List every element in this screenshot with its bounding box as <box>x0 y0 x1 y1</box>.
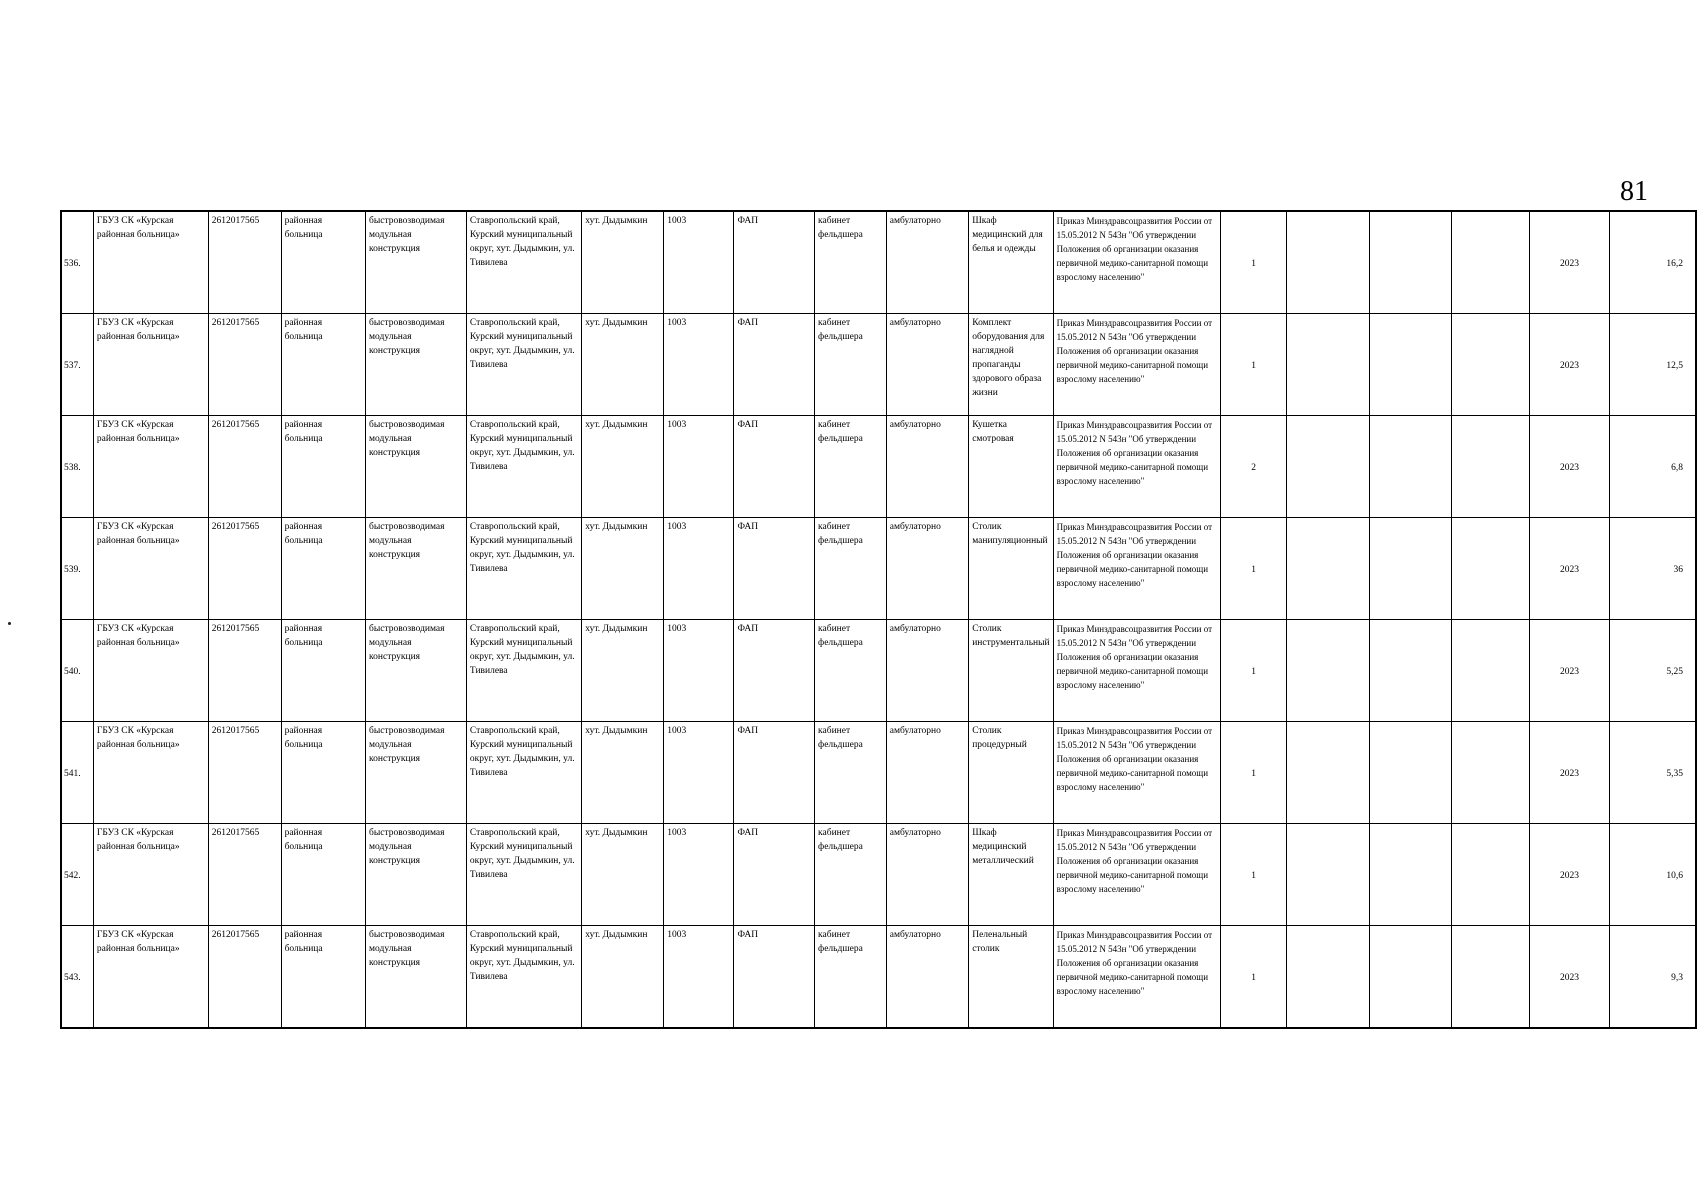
empty-cell <box>1287 518 1369 620</box>
room-cell: кабинет фельдшера <box>815 926 887 1029</box>
page-number: 81 <box>1620 176 1648 207</box>
row-number: 538. <box>61 416 93 518</box>
register-body <box>61 211 1696 1028</box>
empty-cell <box>1287 620 1369 722</box>
empty-cell <box>1287 926 1369 1029</box>
care-form-cell: амбулаторно <box>886 620 968 722</box>
table-row <box>61 824 1696 926</box>
settlement-cell: хут. Дыдымкин <box>582 620 664 722</box>
address-cell: Ставропольский край, Курский муниципальный округ, хут. Дыдымкин, ул. Тивилева <box>466 211 581 314</box>
settlement-cell: хут. Дыдымкин <box>582 416 664 518</box>
building-type-cell: быстровозводимая модульная конструкция <box>366 926 467 1029</box>
year-cell: 2023 <box>1530 824 1610 926</box>
inn-cell: 2612017565 <box>208 211 281 314</box>
building-type-cell: быстровозводимая модульная конструкция <box>366 314 467 416</box>
unit-type-cell: ФАП <box>734 211 815 314</box>
unit-type-cell: ФАП <box>734 416 815 518</box>
legal-basis-cell: Приказ Минздравсоцразвития России от 15.05.2012 N 543н "Об утверждении Положения об организации оказания первичной медико-санитарной помощи взрослому населению" <box>1053 824 1220 926</box>
unit-type-cell: ФАП <box>734 518 815 620</box>
care-form-cell: амбулаторно <box>886 518 968 620</box>
amount-cell: 6,8 <box>1609 416 1696 518</box>
building-type-cell: быстровозводимая модульная конструкция <box>366 211 467 314</box>
table-row <box>61 722 1696 824</box>
building-type-cell: быстровозводимая модульная конструкция <box>366 722 467 824</box>
address-cell: Ставропольский край, Курский муниципальный округ, хут. Дыдымкин, ул. Тивилева <box>466 926 581 1029</box>
year-cell: 2023 <box>1530 211 1610 314</box>
year-cell: 2023 <box>1530 518 1610 620</box>
empty-cell <box>1369 824 1451 926</box>
row-number: 536. <box>61 211 93 314</box>
address-cell: Ставропольский край, Курский муниципальный округ, хут. Дыдымкин, ул. Тивилева <box>466 620 581 722</box>
settlement-cell: хут. Дыдымкин <box>582 314 664 416</box>
empty-cell <box>1451 926 1529 1029</box>
amount-cell: 5,35 <box>1609 722 1696 824</box>
table-row <box>61 314 1696 416</box>
amount-cell: 9,3 <box>1609 926 1696 1029</box>
care-form-cell: амбулаторно <box>886 926 968 1029</box>
empty-cell <box>1369 926 1451 1029</box>
amount-cell: 16,2 <box>1609 211 1696 314</box>
institution-type-cell: районная больница <box>281 211 365 314</box>
quantity-cell: 2 <box>1220 416 1287 518</box>
population-cell: 1003 <box>664 926 734 1029</box>
legal-basis-cell: Приказ Минздравсоцразвития России от 15.05.2012 N 543н "Об утверждении Положения об организации оказания первичной медико-санитарной помощи взрослому населению" <box>1053 211 1220 314</box>
year-cell: 2023 <box>1530 314 1610 416</box>
amount-cell: 5,25 <box>1609 620 1696 722</box>
empty-cell <box>1287 211 1369 314</box>
equipment-item-cell: Столик манипуляционный <box>969 518 1053 620</box>
row-number: 541. <box>61 722 93 824</box>
care-form-cell: амбулаторно <box>886 416 968 518</box>
room-cell: кабинет фельдшера <box>815 314 887 416</box>
population-cell: 1003 <box>664 824 734 926</box>
empty-cell <box>1287 722 1369 824</box>
quantity-cell: 1 <box>1220 211 1287 314</box>
building-type-cell: быстровозводимая модульная конструкция <box>366 416 467 518</box>
quantity-cell: 1 <box>1220 824 1287 926</box>
empty-cell <box>1287 314 1369 416</box>
organization-cell: ГБУЗ СК «Курская районная больница» <box>93 824 208 926</box>
unit-type-cell: ФАП <box>734 620 815 722</box>
inn-cell: 2612017565 <box>208 926 281 1029</box>
unit-type-cell: ФАП <box>734 926 815 1029</box>
settlement-cell: хут. Дыдымкин <box>582 211 664 314</box>
empty-cell <box>1369 620 1451 722</box>
settlement-cell: хут. Дыдымкин <box>582 824 664 926</box>
population-cell: 1003 <box>664 722 734 824</box>
row-number: 543. <box>61 926 93 1029</box>
year-cell: 2023 <box>1530 926 1610 1029</box>
amount-cell: 10,6 <box>1609 824 1696 926</box>
unit-type-cell: ФАП <box>734 314 815 416</box>
quantity-cell: 1 <box>1220 722 1287 824</box>
room-cell: кабинет фельдшера <box>815 416 887 518</box>
empty-cell <box>1369 211 1451 314</box>
inn-cell: 2612017565 <box>208 620 281 722</box>
equipment-item-cell: Шкаф медицинский металлический <box>969 824 1053 926</box>
empty-cell <box>1451 824 1529 926</box>
institution-type-cell: районная больница <box>281 518 365 620</box>
inn-cell: 2612017565 <box>208 722 281 824</box>
empty-cell <box>1451 211 1529 314</box>
equipment-item-cell: Пеленальный столик <box>969 926 1053 1029</box>
inn-cell: 2612017565 <box>208 416 281 518</box>
amount-cell: 12,5 <box>1609 314 1696 416</box>
legal-basis-cell: Приказ Минздравсоцразвития России от 15.05.2012 N 543н "Об утверждении Положения об организации оказания первичной медико-санитарной помощи взрослому населению" <box>1053 314 1220 416</box>
address-cell: Ставропольский край, Курский муниципальный округ, хут. Дыдымкин, ул. Тивилева <box>466 518 581 620</box>
quantity-cell: 1 <box>1220 926 1287 1029</box>
table-row <box>61 416 1696 518</box>
empty-cell <box>1451 620 1529 722</box>
address-cell: Ставропольский край, Курский муниципальный округ, хут. Дыдымкин, ул. Тивилева <box>466 824 581 926</box>
institution-type-cell: районная больница <box>281 314 365 416</box>
institution-type-cell: районная больница <box>281 620 365 722</box>
settlement-cell: хут. Дыдымкин <box>582 722 664 824</box>
legal-basis-cell: Приказ Минздравсоцразвития России от 15.05.2012 N 543н "Об утверждении Положения об организации оказания первичной медико-санитарной помощи взрослому населению" <box>1053 416 1220 518</box>
equipment-item-cell: Комплект оборудования для наглядной пропаганды здорового образа жизни <box>969 314 1053 416</box>
room-cell: кабинет фельдшера <box>815 518 887 620</box>
quantity-cell: 1 <box>1220 314 1287 416</box>
row-number: 542. <box>61 824 93 926</box>
population-cell: 1003 <box>664 211 734 314</box>
population-cell: 1003 <box>664 518 734 620</box>
year-cell: 2023 <box>1530 620 1610 722</box>
amount-cell: 36 <box>1609 518 1696 620</box>
care-form-cell: амбулаторно <box>886 722 968 824</box>
row-number: 539. <box>61 518 93 620</box>
equipment-item-cell: Столик инструментальный <box>969 620 1053 722</box>
address-cell: Ставропольский край, Курский муниципальный округ, хут. Дыдымкин, ул. Тивилева <box>466 416 581 518</box>
quantity-cell: 1 <box>1220 518 1287 620</box>
institution-type-cell: районная больница <box>281 926 365 1029</box>
population-cell: 1003 <box>664 620 734 722</box>
building-type-cell: быстровозводимая модульная конструкция <box>366 824 467 926</box>
scan-speck <box>8 622 11 625</box>
organization-cell: ГБУЗ СК «Курская районная больница» <box>93 314 208 416</box>
equipment-item-cell: Столик процедурный <box>969 722 1053 824</box>
population-cell: 1003 <box>664 314 734 416</box>
institution-type-cell: районная больница <box>281 416 365 518</box>
year-cell: 2023 <box>1530 416 1610 518</box>
care-form-cell: амбулаторно <box>886 314 968 416</box>
organization-cell: ГБУЗ СК «Курская районная больница» <box>93 416 208 518</box>
address-cell: Ставропольский край, Курский муниципальный округ, хут. Дыдымкин, ул. Тивилева <box>466 722 581 824</box>
legal-basis-cell: Приказ Минздравсоцразвития России от 15.05.2012 N 543н "Об утверждении Положения об организации оказания первичной медико-санитарной помощи взрослому населению" <box>1053 926 1220 1029</box>
legal-basis-cell: Приказ Минздравсоцразвития России от 15.05.2012 N 543н "Об утверждении Положения об организации оказания первичной медико-санитарной помощи взрослому населению" <box>1053 518 1220 620</box>
care-form-cell: амбулаторно <box>886 824 968 926</box>
empty-cell <box>1369 722 1451 824</box>
empty-cell <box>1451 518 1529 620</box>
empty-cell <box>1287 416 1369 518</box>
institution-type-cell: районная больница <box>281 824 365 926</box>
building-type-cell: быстровозводимая модульная конструкция <box>366 518 467 620</box>
organization-cell: ГБУЗ СК «Курская районная больница» <box>93 926 208 1029</box>
legal-basis-cell: Приказ Минздравсоцразвития России от 15.05.2012 N 543н "Об утверждении Положения об организации оказания первичной медико-санитарной помощи взрослому населению" <box>1053 620 1220 722</box>
unit-type-cell: ФАП <box>734 722 815 824</box>
empty-cell <box>1451 722 1529 824</box>
address-cell: Ставропольский край, Курский муниципальный округ, хут. Дыдымкин, ул. Тивилева <box>466 314 581 416</box>
room-cell: кабинет фельдшера <box>815 620 887 722</box>
empty-cell <box>1451 314 1529 416</box>
population-cell: 1003 <box>664 416 734 518</box>
row-number: 537. <box>61 314 93 416</box>
organization-cell: ГБУЗ СК «Курская районная больница» <box>93 211 208 314</box>
quantity-cell: 1 <box>1220 620 1287 722</box>
table-row <box>61 518 1696 620</box>
equipment-item-cell: Шкаф медицинский для белья и одежды <box>969 211 1053 314</box>
table-row <box>61 211 1696 314</box>
organization-cell: ГБУЗ СК «Курская районная больница» <box>93 518 208 620</box>
room-cell: кабинет фельдшера <box>815 824 887 926</box>
care-form-cell: амбулаторно <box>886 211 968 314</box>
inn-cell: 2612017565 <box>208 518 281 620</box>
organization-cell: ГБУЗ СК «Курская районная больница» <box>93 620 208 722</box>
empty-cell <box>1451 416 1529 518</box>
room-cell: кабинет фельдшера <box>815 722 887 824</box>
institution-type-cell: районная больница <box>281 722 365 824</box>
equipment-register-table <box>60 210 1697 1029</box>
year-cell: 2023 <box>1530 722 1610 824</box>
settlement-cell: хут. Дыдымкин <box>582 518 664 620</box>
row-number: 540. <box>61 620 93 722</box>
inn-cell: 2612017565 <box>208 314 281 416</box>
unit-type-cell: ФАП <box>734 824 815 926</box>
empty-cell <box>1369 518 1451 620</box>
empty-cell <box>1287 824 1369 926</box>
organization-cell: ГБУЗ СК «Курская районная больница» <box>93 722 208 824</box>
settlement-cell: хут. Дыдымкин <box>582 926 664 1029</box>
building-type-cell: быстровозводимая модульная конструкция <box>366 620 467 722</box>
empty-cell <box>1369 314 1451 416</box>
equipment-item-cell: Кушетка смотровая <box>969 416 1053 518</box>
inn-cell: 2612017565 <box>208 824 281 926</box>
empty-cell <box>1369 416 1451 518</box>
legal-basis-cell: Приказ Минздравсоцразвития России от 15.05.2012 N 543н "Об утверждении Положения об организации оказания первичной медико-санитарной помощи взрослому населению" <box>1053 722 1220 824</box>
room-cell: кабинет фельдшера <box>815 211 887 314</box>
table-row <box>61 926 1696 1029</box>
table-row <box>61 620 1696 722</box>
